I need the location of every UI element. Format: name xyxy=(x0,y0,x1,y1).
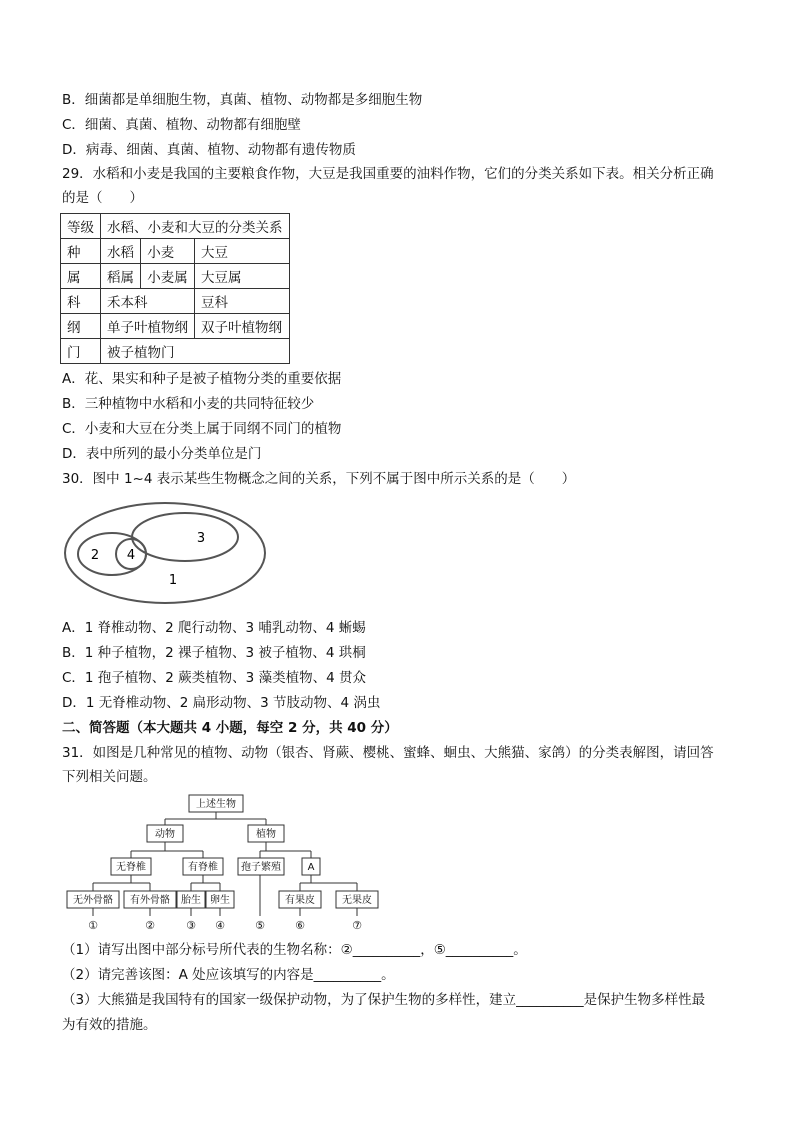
table-cell: 稻属 xyxy=(101,264,141,289)
venn-label-2: 2 xyxy=(90,548,100,563)
table-cell-level: 纲 xyxy=(61,314,101,339)
q28-option-b: B．细菌都是单细胞生物，真菌、植物、动物都是多细胞生物 xyxy=(62,92,423,108)
node-plant-label: 植物 xyxy=(256,829,276,840)
leaf-number-4: ④ xyxy=(215,919,225,932)
node-viviparous-label: 胎生 xyxy=(181,895,201,906)
venn-label-3: 3 xyxy=(196,531,206,546)
table-cell: 单子叶植物纲 xyxy=(101,314,195,339)
leaf-number-7: ⑦ xyxy=(352,919,362,932)
q30-option-c: C．1 孢子植物、2 蕨类植物、3 藻类植物、4 贯众 xyxy=(62,670,366,686)
node-animal-label: 动物 xyxy=(155,829,175,840)
table-cell-level: 属 xyxy=(61,264,101,289)
q30-stem: 30．图中 1~4 表示某些生物概念之间的关系，下列不属于图中所示关系的是（ ） xyxy=(62,471,576,487)
table-cell: 小麦 xyxy=(141,239,195,264)
node-has-peel-label: 有果皮 xyxy=(285,895,315,906)
table-cell: 豆科 xyxy=(195,289,290,314)
q30-option-a: A．1 脊椎动物、2 爬行动物、3 哺乳动物、4 蜥蜴 xyxy=(62,620,366,636)
node-vertebrate-label: 有脊椎 xyxy=(188,862,218,873)
ellipse-3 xyxy=(132,513,238,561)
node-spore-label: 孢子繁殖 xyxy=(241,862,281,873)
leaf-number-1: ① xyxy=(88,919,98,932)
table-cell: 禾本科 xyxy=(101,289,195,314)
table-row xyxy=(61,314,290,339)
table-cell: 水稻 xyxy=(101,239,141,264)
classification-table xyxy=(60,213,290,364)
q31-subquestion-1: （1）请写出图中部分标号所代表的生物名称：②__________，⑤__________。 xyxy=(62,942,527,958)
venn-label-4: 4 xyxy=(126,548,136,563)
leaf-number-5: ⑤ xyxy=(255,919,265,932)
node-a-label: A xyxy=(307,862,315,873)
table-row xyxy=(61,289,290,314)
table-cell-level: 种 xyxy=(61,239,101,264)
node-oviparous-label: 卵生 xyxy=(210,895,230,906)
table-cell: 大豆 xyxy=(195,239,290,264)
classification-tree xyxy=(60,792,390,938)
q29-option-b: B．三种植物中水稻和小麦的共同特征较少 xyxy=(62,396,315,412)
q28-option-c: C．细菌、真菌、植物、动物都有细胞壁 xyxy=(62,117,301,133)
table-cell-level: 科 xyxy=(61,289,101,314)
node-invertebrate-label: 无脊椎 xyxy=(116,862,146,873)
q31-stem-line1: 31．如图是几种常见的植物、动物（银杏、肾蕨、樱桃、蜜蜂、蛔虫、大熊猫、家鸽）的分类表解图，请回答 xyxy=(62,745,714,761)
q29-option-c: C．小麦和大豆在分类上属于同纲不同门的植物 xyxy=(62,421,342,437)
q31-subquestion-3-line2: 为有效的措施。 xyxy=(62,1017,157,1033)
q30-option-d: D．1 无脊椎动物、2 扁形动物、3 节肢动物、4 涡虫 xyxy=(62,695,381,711)
node-has-exoskeleton-label: 有外骨骼 xyxy=(130,895,170,906)
q31-stem-line2: 下列相关问题。 xyxy=(62,769,157,785)
q31-subquestion-3-line1: （3）大熊猫是我国特有的国家一级保护动物，为了保护生物的多样性，建立__________是保护生物多样性最 xyxy=(62,992,706,1008)
q29-option-d: D．表中所列的最小分类单位是门 xyxy=(62,446,262,462)
table-cell: 双子叶植物纲 xyxy=(195,314,290,339)
q31-subquestion-2: （2）请完善该图：A 处应该填写的内容是__________。 xyxy=(62,967,395,983)
table-row xyxy=(61,264,290,289)
table-cell: 大豆属 xyxy=(195,264,290,289)
node-no-peel-label: 无果皮 xyxy=(342,895,372,906)
leaf-number-2: ② xyxy=(145,919,155,932)
table-header-relation: 水稻、小麦和大豆的分类关系 xyxy=(101,214,290,239)
venn-diagram xyxy=(62,498,270,608)
leaf-number-6: ⑥ xyxy=(295,919,305,932)
venn-label-1: 1 xyxy=(168,573,178,588)
table-row xyxy=(61,239,290,264)
table-cell: 小麦属 xyxy=(141,264,195,289)
table-cell-level: 门 xyxy=(61,339,101,364)
table-header-level: 等级 xyxy=(61,214,101,239)
table-cell: 被子植物门 xyxy=(101,339,290,364)
table-row xyxy=(61,339,290,364)
q29-stem-line2: 的是（ ） xyxy=(62,190,143,206)
q29-option-a: A．花、果实和种子是被子植物分类的重要依据 xyxy=(62,371,342,387)
q30-option-b: B．1 种子植物，2 裸子植物、3 被子植物、4 珙桐 xyxy=(62,645,366,661)
q29-stem-line1: 29．水稻和小麦是我国的主要粮食作物，大豆是我国重要的油料作物，它们的分类关系如下表。相关分析正确 xyxy=(62,166,714,182)
q28-option-d: D．病毒、细菌、真菌、植物、动物都有遗传物质 xyxy=(62,142,356,158)
leaf-number-3: ③ xyxy=(186,919,196,932)
node-root-label: 上述生物 xyxy=(196,799,236,810)
node-no-exoskeleton-label: 无外骨骼 xyxy=(73,895,113,906)
section-heading: 二、简答题（本大题共 4 小题，每空 2 分，共 40 分） xyxy=(62,720,398,736)
table-header-row xyxy=(61,214,290,239)
